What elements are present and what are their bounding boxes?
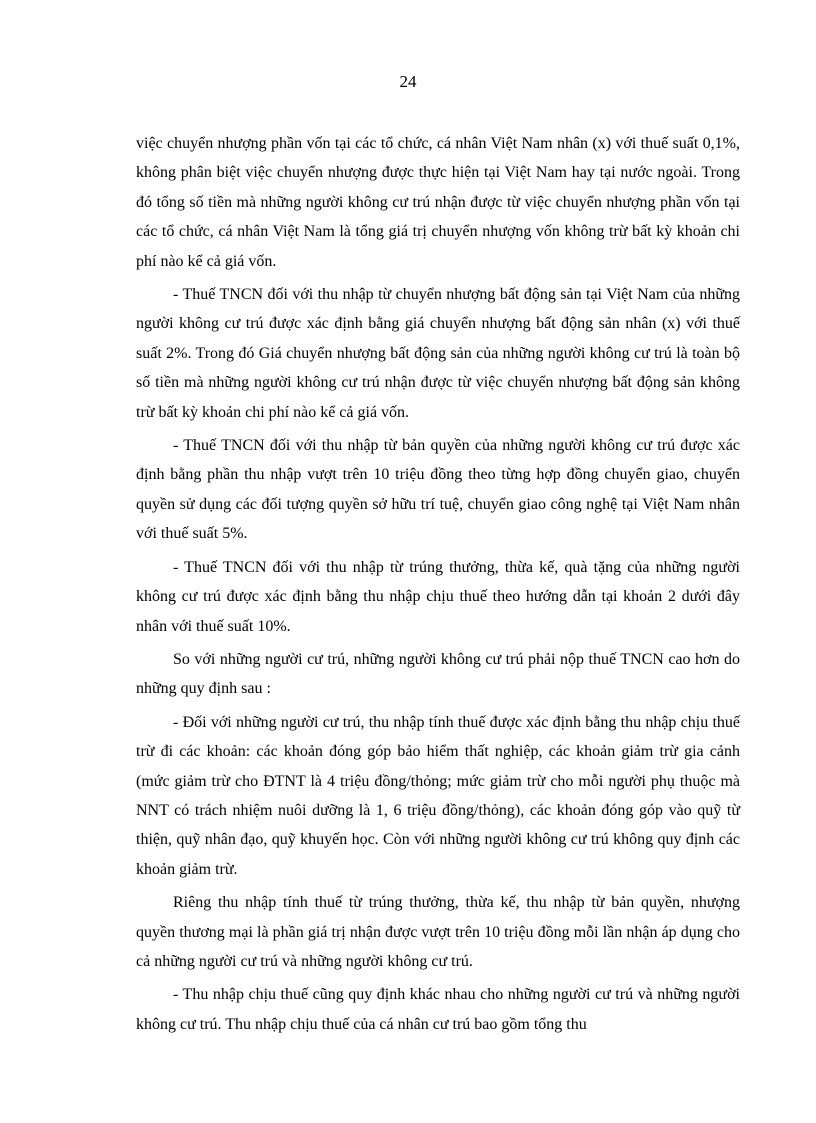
paragraph-real-estate-tax: - Thuế TNCN đối với thu nhập từ chuyển nhượng bất động sản tại Việt Nam của những người không cư trú được xác định bằng giá chuyển nhượng bất động sản nhân (x) với thuế suất 2%. Trong đó Giá chuyển nhượng bất động sản của những người không cư trú là toàn bộ số tiền mà những người không cư trú nhận được từ việc chuyển nhượng bất động sản không trừ bất kỳ khoản chi phí nào kể cả giá vốn. xyxy=(136,286,740,421)
paragraph-continuation: việc chuyển nhượng phần vốn tại các tổ chức, cá nhân Việt Nam nhân (x) với thuế suất 0,1%, không phân biệt việc chuyển nhượng được thực hiện tại Việt Nam hay tại nước ngoài. Trong đó tổng số tiền mà những người không cư trú nhận được từ việc chuyển nhượng phần vốn tại các tổ chức, cá nhân Việt Nam là tổng giá trị chuyển nhượng vốn không trừ bất kỳ khoản chi phí nào kể cả giá vốn. xyxy=(136,135,740,270)
paragraph-copyright-tax: - Thuế TNCN đối với thu nhập từ bản quyền của những người không cư trú được xác định bằng phần thu nhập vượt trên 10 triệu đồng theo từng hợp đồng chuyển giao, chuyển quyền sử dụng các đối tượng quyền sở hữu trí tuệ, chuyển giao công nghệ tại Việt Nam nhân với thuế suất 5%. xyxy=(136,437,740,543)
body-text xyxy=(136,129,740,1039)
paragraph-comparison-intro: So với những người cư trú, những người không cư trú phải nộp thuế TNCN cao hơn do những quy định sau : xyxy=(136,650,740,698)
paragraph-taxable-income: - Thu nhập chịu thuế cũng quy định khác nhau cho những người cư trú và những người không cư trú. Thu nhập chịu thuế của cá nhân cư trú bao gồm tổng thu xyxy=(136,986,740,1033)
paragraph-deductions: - Đối với những người cư trú, thu nhập tính thuế được xác định bằng thu nhập chịu thuế trừ đi các khoản: các khoản đóng góp bảo hiểm thất nghiệp, các khoản giảm trừ gia cảnh (mức giảm trừ cho ĐTNT là 4 triệu đồng/thỏng; mức giảm trừ cho mỗi người phụ thuộc mà NNT có trách nhiệm nuôi dưỡng là 1, 6 triệu đồng/thỏng), các khoản đóng góp vào quỹ từ thiện, quỹ nhân đạo, quỹ khuyến học. Còn với những người không cư trú không quy định các khoản giảm trừ. xyxy=(136,713,740,878)
paragraph-exceptions: Riêng thu nhập tính thuế từ trúng thưởng, thừa kế, thu nhập từ bản quyền, nhượng quyền thương mại là phần giá trị nhận được vượt trên 10 triệu đồng mỗi lần nhận áp dụng cho cả những người cư trú và những người không cư trú. xyxy=(136,894,740,970)
page-number: 24 xyxy=(399,72,417,91)
paragraph-prize-inheritance-tax: - Thuế TNCN đối với thu nhập từ trúng thưởng, thừa kế, quà tặng của những người không cư trú được xác định bằng thu nhập chịu thuế theo hướng dẫn tại khoản 2 dưới đây nhân với thuế suất 10%. xyxy=(136,558,740,635)
